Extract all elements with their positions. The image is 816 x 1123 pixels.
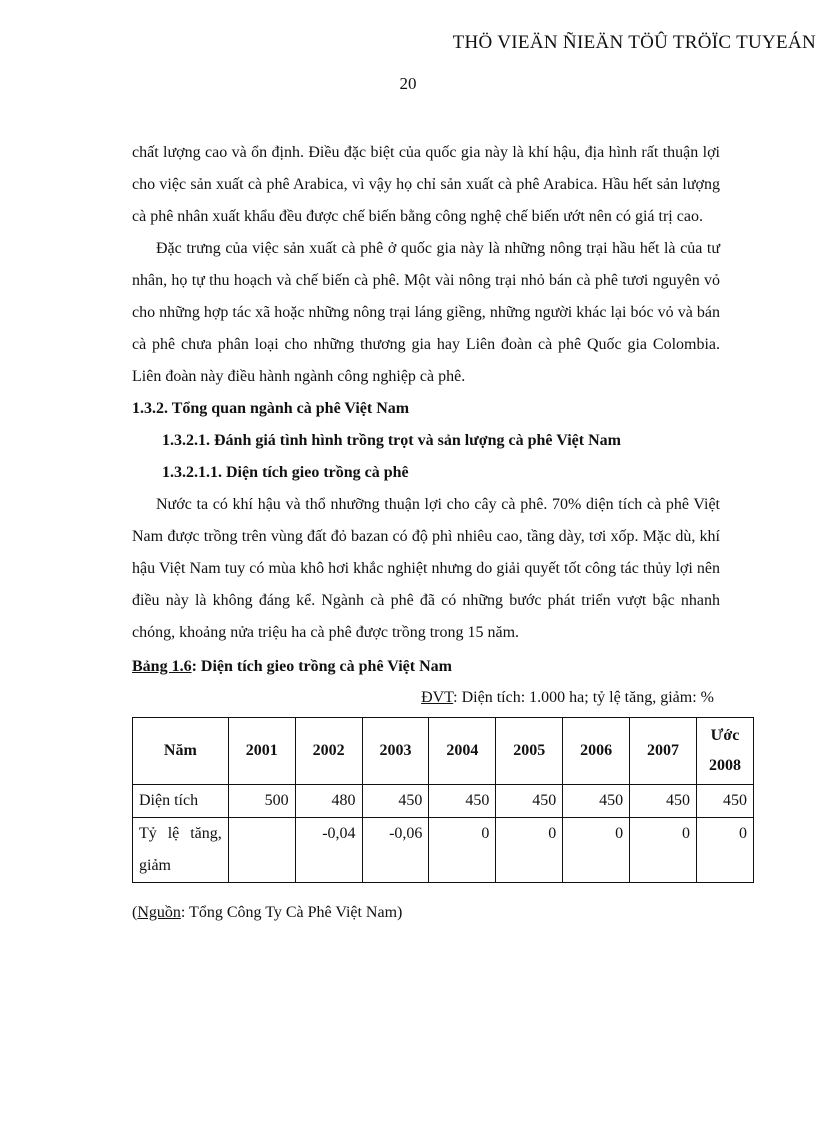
table-source xyxy=(132,897,720,929)
section-heading: 1.3.2. Tổng quan ngành cà phê Việt Nam xyxy=(132,400,410,417)
paragraph: chất lượng cao và ổn định. Điều đặc biệt của quốc gia này là khí hậu, địa hình rất thuận lợi cho việc sản xuất cà phê Arabica, vì vậy họ chỉ sản xuất cà phê Arabica. Hầu hết sản lượng cà phê nhân xuất khẩu đều được chế biến bằng công nghệ chế biến ướt nên có giá trị cao. xyxy=(132,144,720,225)
table-cell: 450 xyxy=(696,785,753,818)
header-cell: 2003 xyxy=(362,718,429,785)
running-header: THÖ VIEÄN ÑIEÄN TÖÛ TRÖÏC TUYEÁN xyxy=(452,32,816,53)
header-cell: Ước 2008 xyxy=(696,718,753,785)
table-cell: 0 xyxy=(630,818,697,883)
paragraph: Đặc trưng của việc sản xuất cà phê ở quốc gia này là những nông trại hầu hết là của tư nhân, họ tự thu hoạch và chế biến cà phê. Một vài nông trại nhỏ bán cà phê tươi nguyên vỏ cho những hợp tác xã hoặc những nông trại láng giềng, những người khác lại bóc vỏ và bán cà phê chưa phân loại cho những thương gia hay Liên đoàn cà phê Quốc gia Colombia. Liên đoàn này điều hành ngành công nghiệp cà phê. xyxy=(132,240,720,385)
table-header-row xyxy=(133,718,754,785)
table-caption-label: Bảng 1.6 xyxy=(132,658,192,675)
subsubsection-heading: 1.3.2.1.1. Diện tích gieo trồng cà phê xyxy=(162,464,409,481)
table-caption-text: : Diện tích gieo trồng cà phê Việt Nam xyxy=(191,658,452,675)
table-row xyxy=(133,785,754,818)
source-open: ( xyxy=(132,904,138,921)
source-text: : Tổng Công Ty Cà Phê Việt Nam) xyxy=(180,904,403,921)
table-cell: 450 xyxy=(630,785,697,818)
table-cell: -0,04 xyxy=(295,818,362,883)
table-cell: 450 xyxy=(496,785,563,818)
table-cell: 0 xyxy=(696,818,753,883)
table-cell: 450 xyxy=(429,785,496,818)
table-cell: 450 xyxy=(563,785,630,818)
paragraph: Nước ta có khí hậu và thổ nhưỡng thuận lợi cho cây cà phê. 70% diện tích cà phê Việt Nam được trồng trên vùng đất đỏ bazan có độ phì nhiêu cao, tầng dày, tơi xốp. Mặc dù, khí hậu Việt Nam tuy có mùa khô hơi khắc nghiệt nhưng do giải quyết tốt công tác thủy lợi nên điều này là không đáng kể. Ngành cà phê đã có những bước phát triển vượt bậc nhanh chóng, khoảng nửa triệu ha cà phê được trồng trong 15 năm. xyxy=(132,496,720,641)
row-label: Diện tích xyxy=(133,785,229,818)
row-label: Tỷ lệ tăng, giảm xyxy=(133,818,229,883)
header-cell: 2004 xyxy=(429,718,496,785)
header-cell: 2006 xyxy=(563,718,630,785)
header-cell: Năm xyxy=(133,718,229,785)
table-cell: 0 xyxy=(563,818,630,883)
header-cell: 2007 xyxy=(630,718,697,785)
table-cell xyxy=(228,818,295,883)
table-cell: 0 xyxy=(496,818,563,883)
subsection-heading: 1.3.2.1. Đánh giá tình hình trồng trọt và sản lượng cà phê Việt Nam xyxy=(162,432,621,449)
header-cell: 2005 xyxy=(496,718,563,785)
data-table xyxy=(132,717,754,883)
table-caption xyxy=(132,651,720,683)
table-unit xyxy=(132,683,720,713)
page-number: 20 xyxy=(399,74,417,93)
source-label: Nguồn xyxy=(137,904,181,921)
table-cell: 0 xyxy=(429,818,496,883)
table-cell: 450 xyxy=(362,785,429,818)
header-cell: 2002 xyxy=(295,718,362,785)
table-row xyxy=(133,818,754,883)
unit-label: ĐVT xyxy=(421,689,454,706)
unit-text: : Diện tích: 1.000 ha; tỷ lệ tăng, giảm: % xyxy=(453,689,714,706)
document-body xyxy=(132,137,747,929)
header-cell: 2001 xyxy=(228,718,295,785)
table-cell: 500 xyxy=(228,785,295,818)
table-cell: 480 xyxy=(295,785,362,818)
table-cell: -0,06 xyxy=(362,818,429,883)
